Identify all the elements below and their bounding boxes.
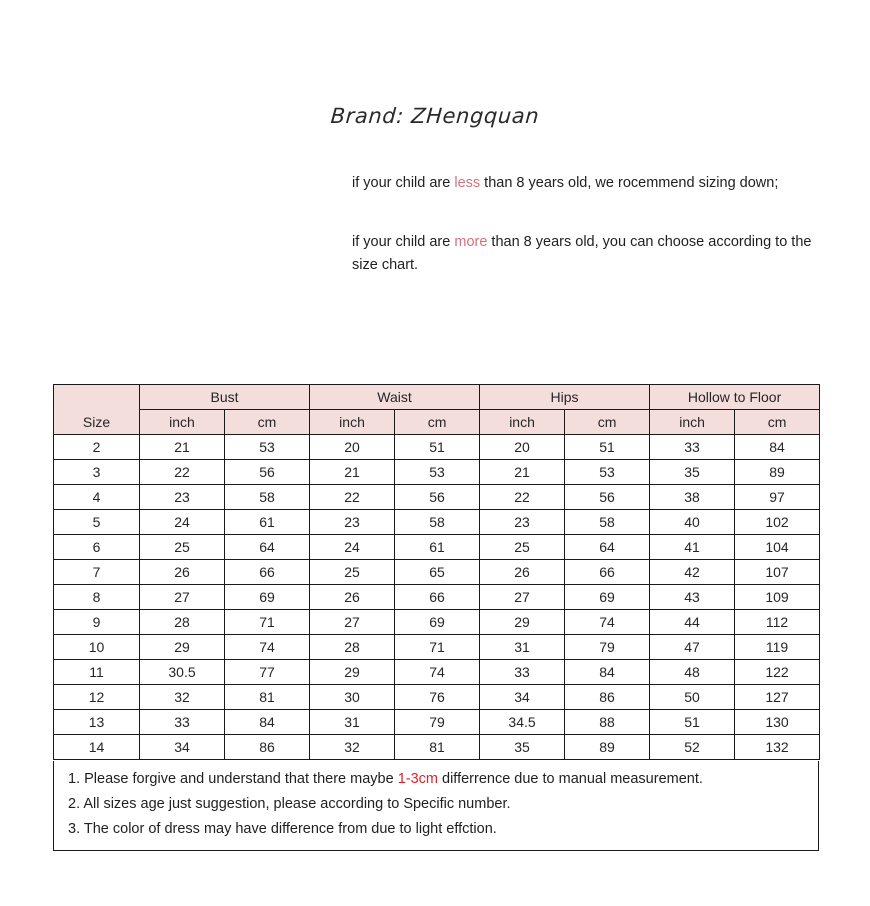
header-group-hips: Hips: [480, 385, 650, 410]
cell-value: 119: [735, 635, 820, 660]
cell-size: 2: [54, 435, 140, 460]
cell-value: 48: [650, 660, 735, 685]
header-unit-bust-cm: cm: [225, 410, 310, 435]
cell-value: 31: [480, 635, 565, 660]
cell-value: 28: [140, 610, 225, 635]
note1-highlight-tolerance: 1-3cm: [397, 771, 438, 787]
cell-value: 20: [480, 435, 565, 460]
table-row: [54, 535, 820, 560]
note-measurement-difference: [68, 767, 818, 792]
cell-value: 71: [395, 635, 480, 660]
cell-value: 38: [650, 485, 735, 510]
cell-value: 61: [395, 535, 480, 560]
cell-value: 74: [225, 635, 310, 660]
cell-value: 52: [650, 735, 735, 760]
table-header: [54, 385, 820, 435]
header-unit-bust-inch: inch: [140, 410, 225, 435]
table-row: [54, 735, 820, 760]
cell-size: 12: [54, 685, 140, 710]
cell-value: 76: [395, 685, 480, 710]
cell-value: 122: [735, 660, 820, 685]
cell-value: 22: [310, 485, 395, 510]
cell-value: 33: [650, 435, 735, 460]
cell-value: 112: [735, 610, 820, 635]
cell-value: 104: [735, 535, 820, 560]
cell-value: 43: [650, 585, 735, 610]
cell-value: 27: [310, 610, 395, 635]
cell-value: 20: [310, 435, 395, 460]
cell-value: 109: [735, 585, 820, 610]
cell-value: 33: [140, 710, 225, 735]
intro-line-young-suffix: than 8 years old, we rocemmend sizing down;: [480, 175, 779, 191]
cell-value: 74: [565, 610, 650, 635]
cell-value: 40: [650, 510, 735, 535]
cell-value: 25: [140, 535, 225, 560]
cell-size: 8: [54, 585, 140, 610]
table-row: [54, 660, 820, 685]
cell-value: 34: [480, 685, 565, 710]
cell-value: 89: [565, 735, 650, 760]
cell-value: 84: [225, 710, 310, 735]
cell-value: 26: [140, 560, 225, 585]
cell-value: 27: [140, 585, 225, 610]
cell-size: 5: [54, 510, 140, 535]
cell-value: 53: [225, 435, 310, 460]
cell-value: 81: [395, 735, 480, 760]
notes-box: [53, 761, 819, 851]
cell-size: 11: [54, 660, 140, 685]
table-row: [54, 485, 820, 510]
cell-value: 25: [310, 560, 395, 585]
cell-value: 44: [650, 610, 735, 635]
cell-value: 53: [565, 460, 650, 485]
cell-value: 30: [310, 685, 395, 710]
cell-value: 79: [565, 635, 650, 660]
cell-value: 61: [225, 510, 310, 535]
cell-value: 32: [140, 685, 225, 710]
cell-value: 65: [395, 560, 480, 585]
note-age-suggestion: 2. All sizes age just suggestion, please according to Specific number.: [68, 796, 511, 812]
cell-value: 132: [735, 735, 820, 760]
table-header-row-groups: [54, 385, 820, 410]
cell-value: 56: [395, 485, 480, 510]
cell-value: 56: [565, 485, 650, 510]
table-row: [54, 510, 820, 535]
intro-highlight-less: less: [454, 175, 481, 191]
cell-value: 33: [480, 660, 565, 685]
header-group-hollow-to-floor: Hollow to Floor: [650, 385, 820, 410]
cell-value: 64: [225, 535, 310, 560]
cell-value: 84: [565, 660, 650, 685]
cell-value: 22: [140, 460, 225, 485]
cell-value: 88: [565, 710, 650, 735]
cell-value: 84: [735, 435, 820, 460]
cell-value: 21: [140, 435, 225, 460]
cell-value: 21: [480, 460, 565, 485]
cell-value: 69: [565, 585, 650, 610]
size-chart-table-wrapper: [53, 384, 819, 760]
cell-value: 21: [310, 460, 395, 485]
brand-title: Brand: ZHengquan: [329, 104, 541, 128]
cell-value: 53: [395, 460, 480, 485]
header-unit-hips-cm: cm: [565, 410, 650, 435]
cell-value: 26: [480, 560, 565, 585]
cell-value: 74: [395, 660, 480, 685]
cell-value: 66: [395, 585, 480, 610]
cell-value: 35: [650, 460, 735, 485]
cell-value: 34.5: [480, 710, 565, 735]
cell-size: 4: [54, 485, 140, 510]
cell-value: 58: [225, 485, 310, 510]
intro-line-young: [352, 172, 822, 194]
cell-value: 97: [735, 485, 820, 510]
cell-value: 24: [140, 510, 225, 535]
cell-size: 3: [54, 460, 140, 485]
cell-value: 29: [310, 660, 395, 685]
intro-text-block: [352, 172, 822, 276]
cell-value: 69: [225, 585, 310, 610]
table-row: [54, 460, 820, 485]
cell-value: 34: [140, 735, 225, 760]
header-unit-waist-cm: cm: [395, 410, 480, 435]
cell-value: 51: [565, 435, 650, 460]
table-row: [54, 435, 820, 460]
table-row: [54, 635, 820, 660]
cell-size: 9: [54, 610, 140, 635]
cell-value: 23: [140, 485, 225, 510]
cell-value: 58: [565, 510, 650, 535]
cell-value: 28: [310, 635, 395, 660]
header-unit-hips-inch: inch: [480, 410, 565, 435]
cell-value: 29: [140, 635, 225, 660]
table-row: [54, 560, 820, 585]
table-row: [54, 685, 820, 710]
cell-value: 42: [650, 560, 735, 585]
cell-value: 69: [395, 610, 480, 635]
cell-value: 51: [395, 435, 480, 460]
table-row: [54, 610, 820, 635]
cell-value: 66: [565, 560, 650, 585]
table-header-row-units: [54, 410, 820, 435]
cell-value: 47: [650, 635, 735, 660]
cell-value: 24: [310, 535, 395, 560]
header-unit-waist-inch: inch: [310, 410, 395, 435]
cell-size: 7: [54, 560, 140, 585]
table-row: [54, 710, 820, 735]
header-unit-hollow-inch: inch: [650, 410, 735, 435]
cell-value: 32: [310, 735, 395, 760]
cell-value: 23: [310, 510, 395, 535]
cell-value: 22: [480, 485, 565, 510]
intro-line-older-suffix: than 8 years old, you can choose according to the size chart.: [352, 234, 812, 273]
cell-value: 58: [395, 510, 480, 535]
cell-value: 51: [650, 710, 735, 735]
cell-size: 6: [54, 535, 140, 560]
cell-value: 26: [310, 585, 395, 610]
intro-line-older: [352, 231, 822, 276]
intro-line-older-prefix: if your child are: [352, 234, 455, 251]
cell-size: 10: [54, 635, 140, 660]
table-body: [54, 435, 820, 760]
cell-value: 23: [480, 510, 565, 535]
cell-value: 31: [310, 710, 395, 735]
table-row: [54, 585, 820, 610]
cell-size: 13: [54, 710, 140, 735]
cell-value: 79: [395, 710, 480, 735]
cell-value: 130: [735, 710, 820, 735]
header-group-waist: Waist: [310, 385, 480, 410]
size-chart-table: [53, 384, 820, 760]
intro-line-young-prefix: if your child are: [352, 175, 455, 191]
header-size: Size: [54, 385, 140, 435]
cell-value: 35: [480, 735, 565, 760]
cell-value: 86: [565, 685, 650, 710]
note1-prefix: 1. Please forgive and understand that there maybe: [68, 771, 398, 787]
cell-value: 30.5: [140, 660, 225, 685]
cell-value: 66: [225, 560, 310, 585]
cell-value: 27: [480, 585, 565, 610]
cell-value: 102: [735, 510, 820, 535]
cell-value: 71: [225, 610, 310, 635]
note1-suffix: differrence due to manual measurement.: [437, 771, 703, 787]
cell-value: 64: [565, 535, 650, 560]
header-unit-hollow-cm: cm: [735, 410, 820, 435]
cell-value: 29: [480, 610, 565, 635]
note-color-difference: 3. The color of dress may have difference from due to light effction.: [68, 821, 497, 837]
cell-value: 25: [480, 535, 565, 560]
cell-value: 50: [650, 685, 735, 710]
cell-value: 86: [225, 735, 310, 760]
intro-highlight-more: more: [454, 234, 488, 251]
cell-size: 14: [54, 735, 140, 760]
cell-value: 56: [225, 460, 310, 485]
cell-value: 107: [735, 560, 820, 585]
cell-value: 77: [225, 660, 310, 685]
cell-value: 89: [735, 460, 820, 485]
cell-value: 81: [225, 685, 310, 710]
cell-value: 41: [650, 535, 735, 560]
header-group-bust: Bust: [140, 385, 310, 410]
cell-value: 127: [735, 685, 820, 710]
